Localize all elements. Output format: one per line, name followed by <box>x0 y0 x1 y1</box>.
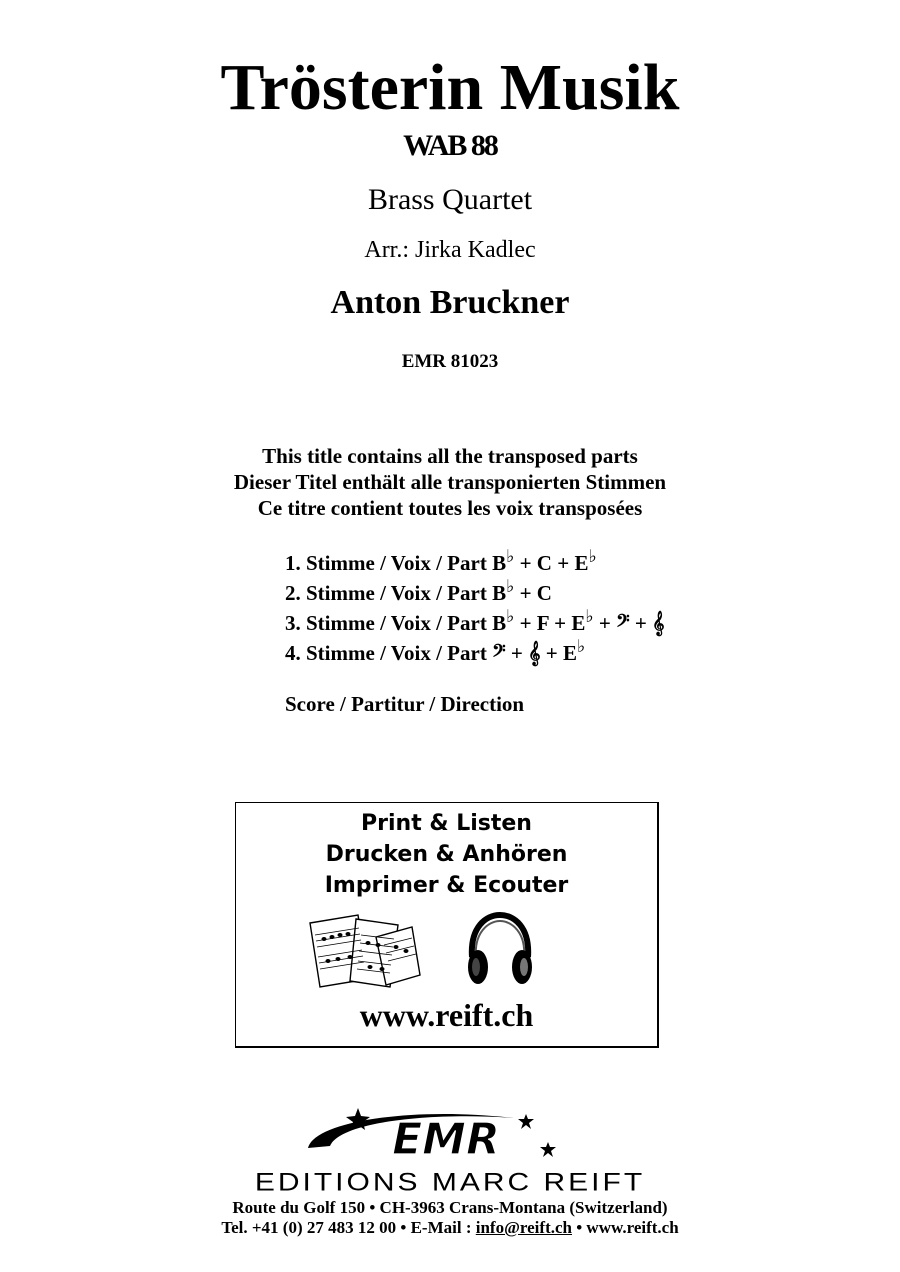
emr-logo <box>300 1104 570 1166</box>
part-suffix: + <box>634 611 647 635</box>
bass-clef-icon: 𝄢 <box>492 641 506 665</box>
score-line: Score / Partitur / Direction <box>285 692 525 716</box>
part-1-line <box>285 543 597 576</box>
part-label: 3. Stimme / Voix / Part B <box>285 611 507 635</box>
notice-english: This title contains all the transposed parts <box>262 444 638 468</box>
phone-text: Tel. +41 (0) 27 483 12 00 • E-Mail : <box>221 1218 472 1237</box>
part-suffix: + C <box>519 581 552 605</box>
contact-line <box>0 1218 900 1238</box>
part-label: 4. Stimme / Voix / Part <box>285 641 487 665</box>
edition-code: EMR 81023 <box>401 351 499 372</box>
ensemble-label: Brass Quartet <box>367 183 533 216</box>
composer-name: Anton Bruckner <box>330 284 570 321</box>
flat-icon: ♭ <box>588 546 597 566</box>
flat-icon: ♭ <box>506 576 515 596</box>
part-label: 1. Stimme / Voix / Part B <box>285 551 507 575</box>
part-suffix: + E <box>545 641 577 665</box>
page-title: Trösterin Musik <box>220 51 680 124</box>
treble-clef-icon: 𝄞 <box>652 611 665 635</box>
address-line: Route du Golf 150 • CH-3963 Crans-Montana (Switzerland) <box>232 1198 668 1217</box>
promo-french: Imprimer & Ecouter <box>324 873 569 898</box>
bass-clef-icon: 𝄢 <box>616 611 630 635</box>
promo-website[interactable]: www.reift.ch <box>359 997 534 1033</box>
flat-icon: ♭ <box>585 606 594 626</box>
website-text: • www.reift.ch <box>576 1218 679 1237</box>
email-link[interactable]: info@reift.ch <box>475 1218 572 1237</box>
flat-icon: ♭ <box>506 606 515 626</box>
notice-german: Dieser Titel enthält alle transponierten Stimmen <box>233 470 667 494</box>
part-2-line <box>285 573 552 606</box>
part-4-line <box>285 633 585 666</box>
part-suffix: + <box>510 641 523 665</box>
logo-lettering: EMR <box>392 1114 500 1165</box>
part-suffix: + C + E <box>519 551 589 575</box>
arranger-label: Arr.: Jirka Kadlec <box>364 237 536 263</box>
promo-german: Drucken & Anhören <box>325 842 568 867</box>
publisher-name: EDITIONS MARC REIFT <box>254 1169 646 1197</box>
part-suffix: + <box>598 611 611 635</box>
flat-icon: ♭ <box>576 636 586 656</box>
sheet-music-icon <box>306 911 422 989</box>
part-label: 2. Stimme / Voix / Part B <box>285 581 507 605</box>
headphones-icon <box>464 911 536 989</box>
treble-clef-icon: 𝄞 <box>528 641 541 665</box>
promo-english: Print & Listen <box>361 811 532 836</box>
print-listen-box <box>235 802 659 1048</box>
catalog-number: WAB 88 <box>403 129 497 162</box>
flat-icon: ♭ <box>506 546 515 566</box>
part-3-line <box>285 603 664 636</box>
part-suffix: + F + E <box>519 611 586 635</box>
notice-french: Ce titre contient toutes les voix transposées <box>257 496 643 520</box>
